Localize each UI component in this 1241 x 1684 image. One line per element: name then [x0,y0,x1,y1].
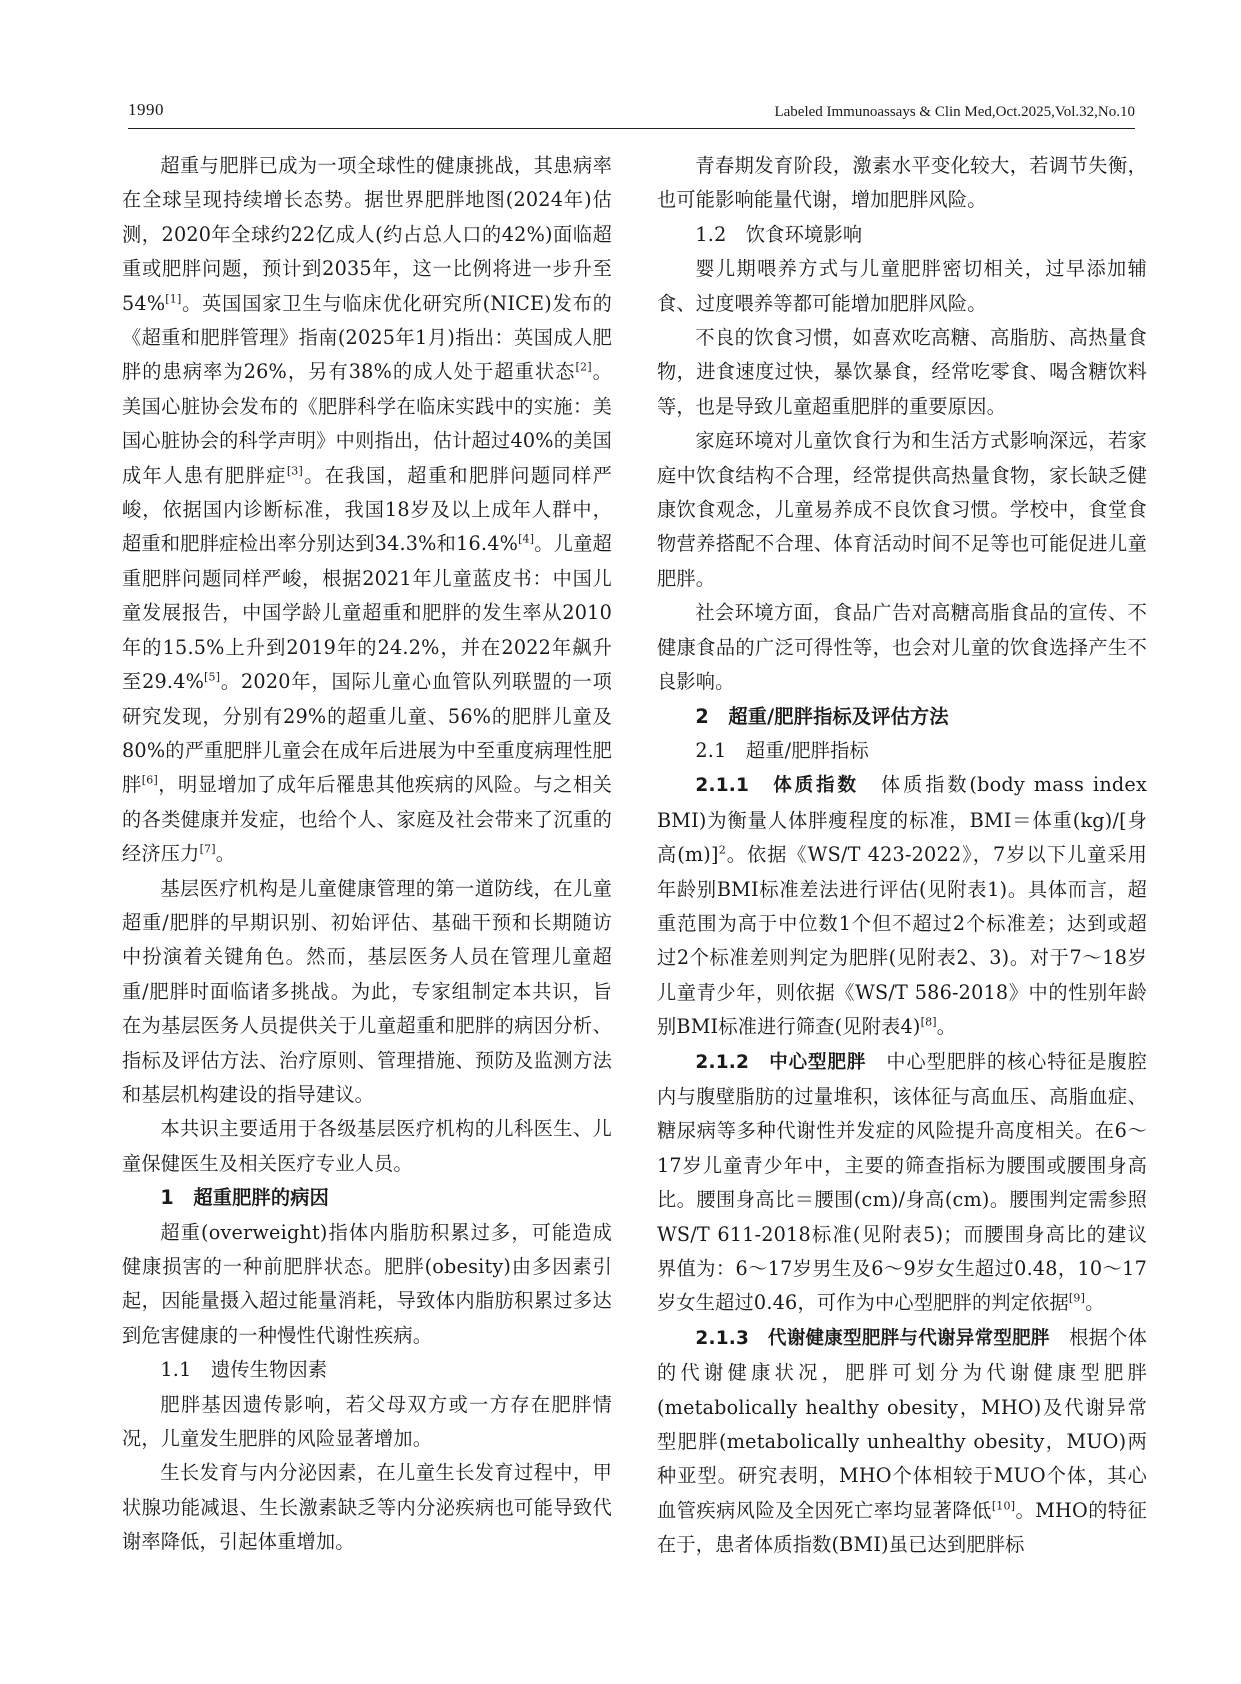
subsection-heading: 1.1 遗传生物因素 [160,1358,328,1382]
page-number: 1990 [128,100,164,119]
right-column [657,149,1147,1563]
paragraph: 基层医疗机构是儿童健康管理的第一道防线，在儿童超重/肥胖的早期识别、初始评估、基础干预和长期随访中扮演着关键角色。然而，基层医务人员在管理儿童超重/肥胖时面临诸多挑战。为此，专家组制定本共识，旨在为基层医务人员提供关于儿童超重和肥胖的病因分析、指标及评估方法、治疗原则、管理措施、预防及监测方法和基层机构建设的指导建议。 [122,876,612,1106]
left-column [122,149,612,1560]
paragraph: 婴儿期喂养方式与儿童肥胖密切相关，过早添加辅食、过度喂养等都可能增加肥胖风险。 [657,257,1147,315]
bmi-paragraph: 2.1.1 体质指数 体质指数(body mass index BMI)为衡量人体胖瘦程度的标准，BMI＝体重(kg)/[身高(m)]$^2$。依据《WS/T 423-2022》，7岁以下儿童采用年龄别BMI标准差法进行评估(见附表1)。具体而言，超重范围为高于中位数1个但不超过2个标准差；达到或超过2个标准差则判定为肥胖(见附表2、3)。对于7～18岁儿童青少年，则依据《WS/T 586-2018》中的性别年龄别BMI标准进行筛查(见附表4)[8]。 [657,773,1147,1039]
paragraph: 不良的饮食习惯，如喜欢吃高糖、高脂肪、高热量食物，进食速度过快，暴饮暴食，经常吃零食、喝含糖饮料等，也是导致儿童超重肥胖的重要原因。 [657,326,1147,418]
central-obesity-paragraph: 2.1.2 中心型肥胖 中心型肥胖的核心特征是腹腔内与腹壁脂肪的过量堆积，该体征与高血压、高脂血症、糖尿病等多种代谢性并发症的风险提升高度相关。在6～17岁儿童青少年中，主要的筛查指标为腰围或腰围身高比。腰围身高比＝腰围(cm)/身高(cm)。腰围判定需参照WS/T 611-2018标准(见附表5)；而腰围身高比的建议界值为：6～17岁男生及6～9岁女生超过0.48，10～17岁女生超过0.46，可作为中心型肥胖的判定依据[9]。 [657,1049,1147,1315]
paragraph: 本共识主要适用于各级基层医疗机构的儿科医生、儿童保健医生及相关医疗专业人员。 [122,1117,612,1175]
metabolic-obesity-paragraph: 2.1.3 代谢健康型肥胖与代谢异常型肥胖 根据个体的代谢健康状况，肥胖可划分为代谢健康型肥胖(metabolically healthy obesity，MHO)及代谢异常型肥胖(metabolically unhealthy obesity，MUO)两种亚型。研究表明，MHO个体相较于MUO个体，其心血管疾病风险及全因死亡率均显著降低[10]。MHO的特征在于，患者体质指数(BMI)虽已达到肥胖标 [657,1325,1148,1557]
paragraph: 家庭环境对儿童饮食行为和生活方式影响深远，若家庭中饮食结构不合理，经常提供高热量食物，家长缺乏健康饮食观念，儿童易养成不良饮食习惯。学校中，食堂食物营养搭配不合理、体育活动时间不足等也可能促进儿童肥胖。 [657,429,1147,590]
section-heading: 2 超重/肥胖指标及评估方法 [695,704,949,728]
journal-citation: Labeled Immunoassays & Clin Med,Oct.2025,Vol.32,No.10 [774,104,1135,120]
paragraph: 青春期发育阶段，激素水平变化较大，若调节失衡，也可能影响能量代谢，增加肥胖风险。 [657,154,1147,212]
paragraph: 生长发育与内分泌因素，在儿童生长发育过程中，甲状腺功能减退、生长激素缺乏等内分泌疾病也可能导致代谢率降低，引起体重增加。 [122,1461,612,1554]
paragraph: 肥胖基因遗传影响，若父母双方或一方存在肥胖情况，儿童发生肥胖的风险显著增加。 [122,1392,612,1451]
paragraph: 社会环境方面，食品广告对高糖高脂食品的宣传、不健康食品的广泛可得性等，也会对儿童的饮食选择产生不良影响。 [657,601,1147,694]
subsection-heading: 1.2 饮食环境影响 [695,222,863,246]
subsection-heading: 2.1 超重/肥胖指标 [695,738,869,762]
paragraph: 超重(overweight)指体内脂肪积累过多，可能造成健康损害的一种前肥胖状态。肥胖(obesity)由多因素引起，因能量摄入超过能量消耗，导致体内脂肪积累过多达到危害健康的一种慢性代谢性疾病。 [122,1220,612,1347]
section-heading: 1 超重肥胖的病因 [160,1186,330,1210]
intro-paragraph: 超重与肥胖已成为一项全球性的健康挑战，其患病率在全球呈现持续增长态势。据世界肥胖地图(2024年)估测，2020年全球约22亿成人(约占总人口的42%)面临超重或肥胖问题，预计到2035年，这一比例将进一步升至54%[1]。英国国家卫生与临床优化研究所(NICE)发布的《超重和肥胖管理》指南(2025年1月)指出：英国成人肥胖的患病率为26%，另有38%的成人处于超重状态[2]。美国心脏协会发布的《肥胖科学在临床实践中的实施：美国心脏协会的科学声明》中则指出，估计超过40%的美国成年人患有肥胖症[3]。在我国，超重和肥胖问题同样严峻，依据国内诊断标准，我国18岁及以上成年人群中，超重和肥胖症检出率分别达到34.3%和16.4%[4]。儿童超重肥胖问题同样严峻，根据2021年儿童蓝皮书：中国儿童发展报告，中国学龄儿童超重和肥胖的发生率从2010年的15.5%上升到2019年的24.2%，并在2022年飙升至29.4%[5]。2020年，国际儿童心血管队列联盟的一项研究发现，分别有29%的超重儿童、56%的肥胖儿童及80%的严重肥胖儿童会在成年后进展为中至重度病理性肥胖[6]，明显增加了成年后罹患其他疾病的风险。与之相关的各类健康并发症，也给个人、家庭及社会带来了沉重的经济压力[7]。 [122,154,613,866]
page-header [128,98,1135,129]
